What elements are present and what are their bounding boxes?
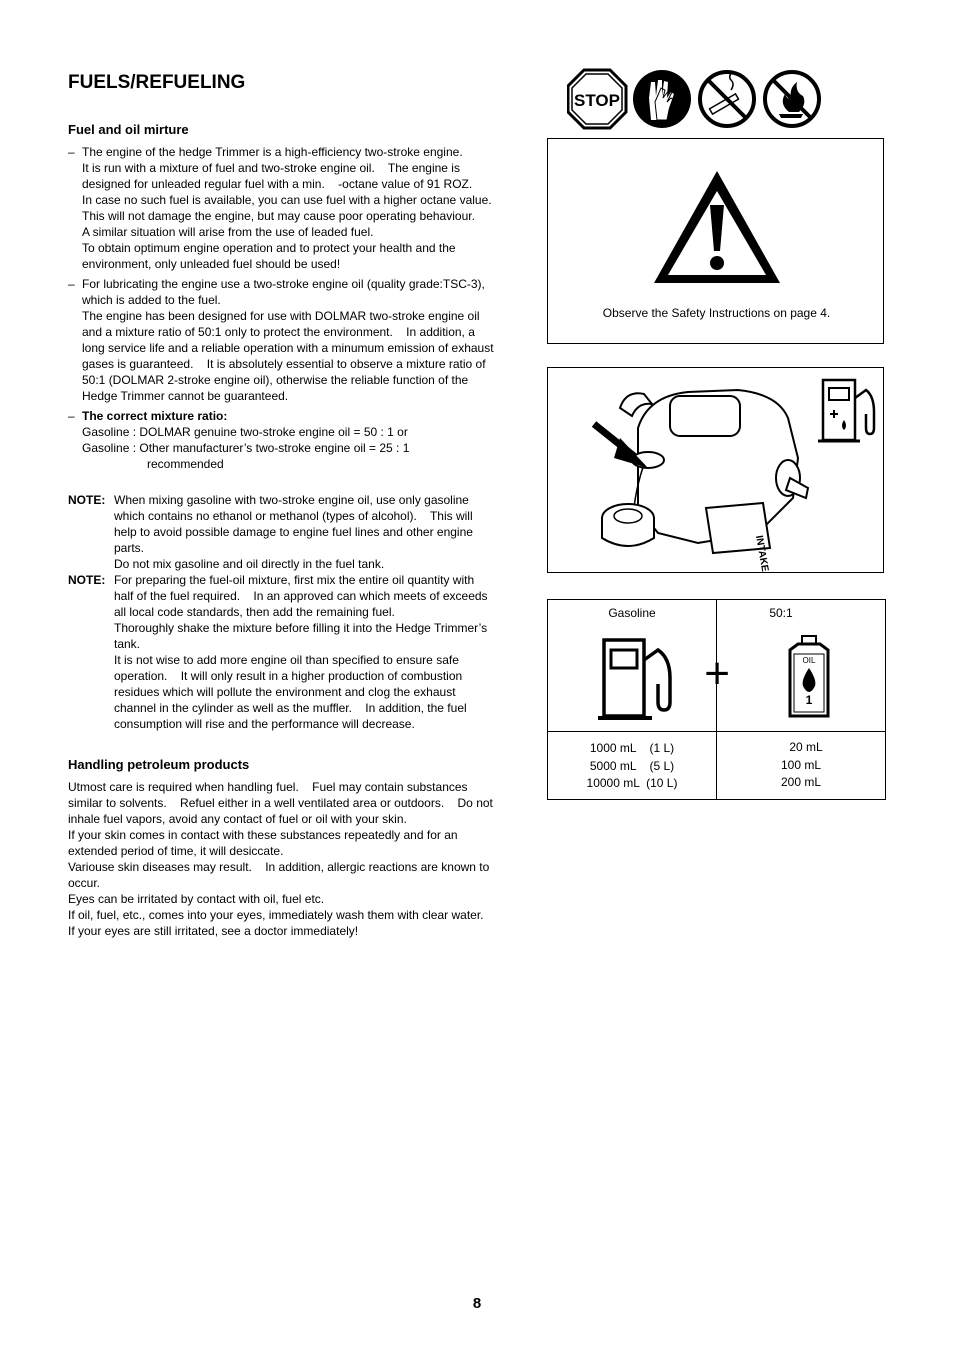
fuel-pump-icon [598,636,688,726]
ratio-line: recommended [147,457,224,471]
gasoline-amounts-cell [548,732,717,800]
no-open-flame-icon [765,72,819,126]
text-line: designed for unleaded regular fuel with a min. -octane value of 91 ROZ. [82,177,473,191]
text-line: inhale fuel vapors, avoid any contact of fuel or oil with your skin. [68,812,407,826]
text-line: half of the fuel required. In an approved can which meets of exceeds [114,589,488,603]
text-line: extended period of time, it will desiccate. [68,844,284,858]
warning-triangle-icon [548,139,885,299]
text-line: gases is guaranteed. It is absolutely essential to observe a mixture ratio of [82,357,486,371]
oil-amounts-cell [717,732,886,800]
text-line: occur. [68,876,101,890]
list-item-text [82,276,528,404]
note-block [68,492,528,572]
oil-can-icon [784,634,834,724]
section-heading-petroleum: Handling petroleum products [68,757,250,772]
text-line: all local code standards, then add the remaining fuel. [114,605,395,619]
fuel-pump-oil-icon [818,380,874,441]
text-line: When mixing gasoline with two-stroke engine oil, use only gasoline [114,493,469,507]
text-line: long service life and a reliable operation with a minumum emission of exhaust [82,341,494,355]
mixture-table [547,599,886,800]
page-title: FUELS/REFUELING [68,72,246,93]
intake-label: INTAKE [753,534,771,573]
oil-amount: 200 mL [780,775,822,789]
text-line: A similar situation will arise from the use of leaded fuel. [82,225,374,239]
section-heading-fuel-oil: Fuel and oil mirture [68,122,189,137]
text-line: channel in the cylinder as well as the muffler. In addition, the fuel [114,701,467,715]
text-line: For preparing the fuel-oil mixture, first mix the entire oil quantity with [114,573,475,587]
fuel-cap [602,504,654,546]
note-label: NOTE: [68,573,106,587]
text-line: For lubricating the engine use a two-stroke engine oil (quality grade:TSC-3), [82,277,485,291]
text-line: If oil, fuel, etc., comes into your eyes, immediately wash them with clear water. [68,908,484,922]
text-line: parts. [114,541,145,555]
text-line: Thoroughly shake the mixture before filling it into the Hedge Trimmer’s [114,621,488,635]
mixture-ratio-item [68,408,528,472]
text-line: environment, only unleaded fuel should be used! [82,257,341,271]
text-line: If your skin comes in contact with these substances repeatedly and for an [68,828,458,842]
note-text [114,572,528,732]
note-block [68,572,528,732]
ratio-line: Gasoline : Other manufacturer’s two-stroke engine oil = 25 : 1 [82,441,410,455]
text-line: Hedge Trimmer cannot be guaranteed. [82,389,289,403]
oil-amount: 100 mL [780,757,822,772]
oil-can-label: OIL [802,656,816,665]
text-line: operation. It will only result in a higher production of combustion [114,669,463,683]
plus-sign: + [704,649,730,698]
text-line: similar to solvents. Refuel either in a well ventilated area or outdoors. Do not [68,796,493,810]
text-line: In case no such fuel is available, you can use fuel with a higher octane value. [82,193,492,207]
text-line: Eyes can be irritated by contact with oil, fuel etc. [68,892,325,906]
text-line: The engine has been designed for use with DOLMAR two-stroke engine oil [82,309,480,323]
page-number: 8 [472,1295,482,1312]
text-line: This will not damage the engine, but may cause poor operating behaviour. [82,209,475,223]
petroleum-paragraph [68,779,538,939]
gasoline-amount: 5000 mL (5 L) [589,758,675,773]
gasoline-amount: 1000 mL (1 L) [589,741,675,755]
gasoline-header-cell [548,600,730,732]
list-dash: – [68,145,75,159]
text-line: tank. [114,637,141,651]
list-dash: – [68,277,75,291]
text-line: It is run with a mixture of fuel and two-stroke engine oil. The engine is [82,161,460,175]
text-line: It is not wise to add more engine oil than specified to ensure safe [114,653,459,667]
ratio-line: Gasoline : DOLMAR genuine two-stroke engine oil = 50 : 1 or [82,425,408,439]
oil-amounts [717,732,885,792]
text-line: 50:1 (DOLMAR 2-stroke engine oil), otherwise the reliable function of the [82,373,469,387]
stop-sign-icon [568,70,626,128]
text-line: and a mixture ratio of 50:1 only to protect the environment. In addition, a [82,325,475,339]
ratio-heading: The correct mixture ratio: [82,409,228,423]
stop-text: STOP [574,91,620,110]
ratio-header: 50:1 [769,606,793,620]
oil-amount: 20 mL [789,740,823,754]
engine-figure [547,367,884,573]
list-item-text [82,144,528,272]
text-line: Do not mix gasoline and oil directly in the fuel tank. [114,557,385,571]
gloves-icon [633,70,691,128]
text-line: which is added to the fuel. [82,293,221,307]
text-line: Variouse skin diseases may result. In addition, allergic reactions are known to [68,860,490,874]
list-item [68,144,528,272]
text-line: consumption will rise and the performance will decrease. [114,717,415,731]
oil-can-number: 1 [805,693,813,707]
oil-header-cell [717,600,886,732]
safety-icons-svg [567,68,827,130]
text-line: Utmost care is required when handling fuel. Fuel may contain substances [68,780,468,794]
engine-refuel-illustration [548,368,885,574]
note-label: NOTE: [68,493,106,507]
warning-box [547,138,884,344]
text-line: residues which will pollute the environment and clog the exhaust [114,685,456,699]
text-line: To obtain optimum engine operation and to protect your health and the [82,241,456,255]
note-text [114,492,528,572]
text-line: help to avoid possible damage to engine fuel lines and other engine [114,525,473,539]
text-line: The engine of the hedge Trimmer is a high-efficiency two-stroke engine. [82,145,463,159]
text-line: which contains no ethanol or methanol (types of alcohol). This will [114,509,473,523]
text-line: If your eyes are still irritated, see a doctor immediately! [68,924,359,938]
safety-icons-row [567,68,827,130]
gasoline-amount: 10000 mL (10 L) [586,776,678,790]
warning-caption: Observe the Safety Instructions on page 4. [602,306,831,320]
gasoline-header: Gasoline [608,606,656,620]
list-item [68,276,528,404]
gasoline-amounts [548,732,716,793]
list-dash: – [68,409,75,423]
list-item-text [82,408,528,472]
no-smoking-icon [700,72,754,126]
